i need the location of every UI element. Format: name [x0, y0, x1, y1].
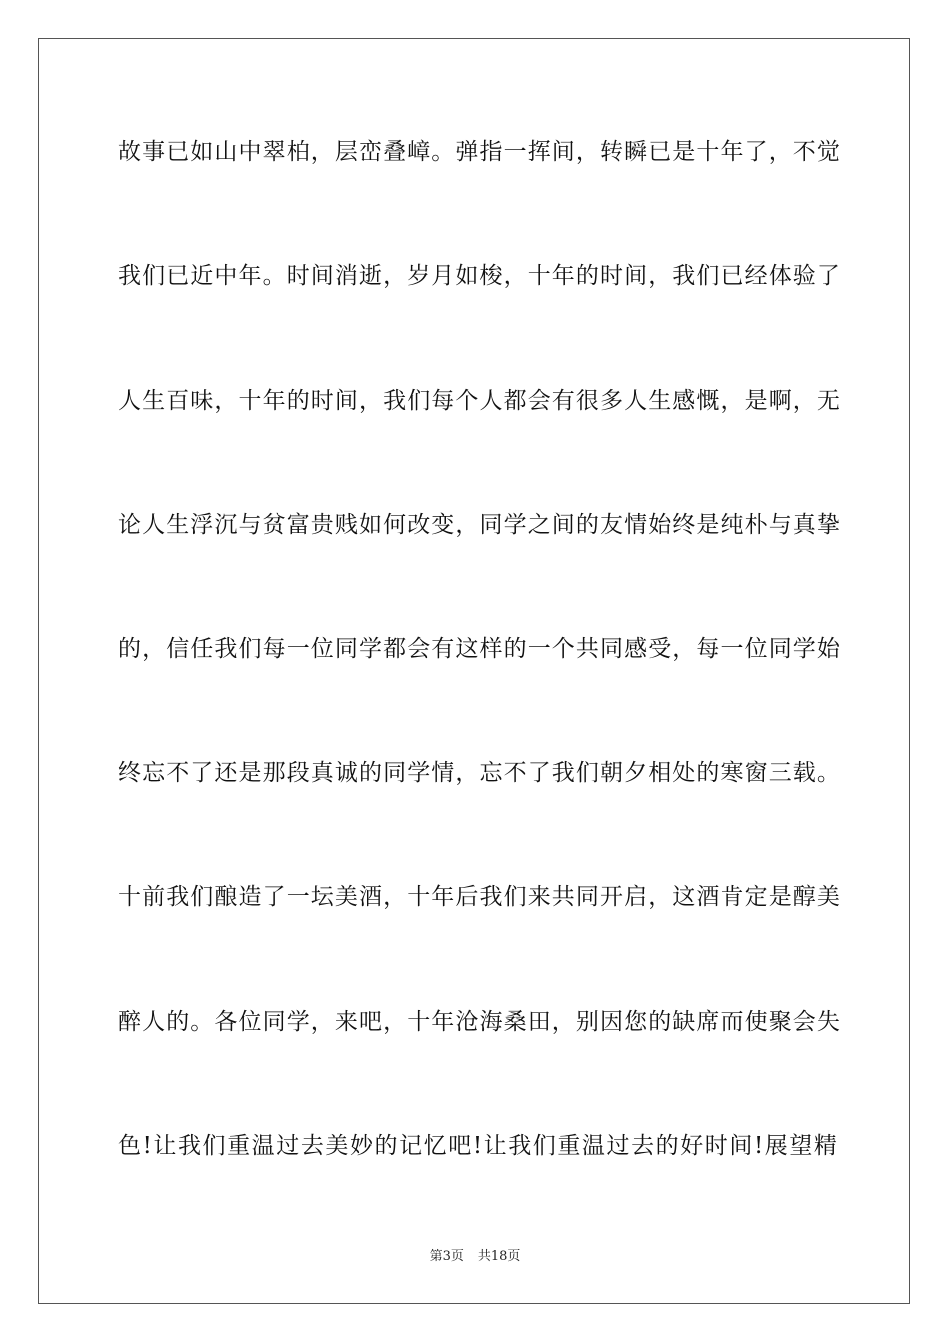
text-line: 醉人的。各位同学，来吧，十年沧海桑田，别因您的缺席而使聚会失	[118, 1009, 841, 1035]
text-line: 人生百味，十年的时间，我们每个人都会有很多人生感慨，是啊，无	[118, 388, 841, 414]
text-line: 终忘不了还是那段真诚的同学情，忘不了我们朝夕相处的寒窗三载。	[118, 760, 841, 786]
text-line: 的，信任我们每一位同学都会有这样的一个共同感受，每一位同学始	[118, 636, 841, 662]
page-border	[38, 38, 910, 1304]
text-line: 我们已近中年。时间消逝，岁月如梭，十年的时间，我们已经体验了	[118, 263, 841, 289]
text-line: 论人生浮沉与贫富贵贱如何改变，同学之间的友情始终是纯朴与真挚	[118, 512, 841, 538]
page-total: 共18页	[477, 1249, 521, 1264]
text-line: 色!让我们重温过去美妙的记忆吧!让我们重温过去的好时间!展望精	[118, 1133, 838, 1159]
text-line: 故事已如山中翠柏，层峦叠嶂。弹指一挥间，转瞬已是十年了，不觉	[118, 139, 841, 165]
page-footer	[0, 1248, 950, 1266]
text-line: 十前我们酿造了一坛美酒，十年后我们来共同开启，这酒肯定是醇美	[118, 884, 841, 910]
page-number: 第3页	[429, 1249, 464, 1264]
